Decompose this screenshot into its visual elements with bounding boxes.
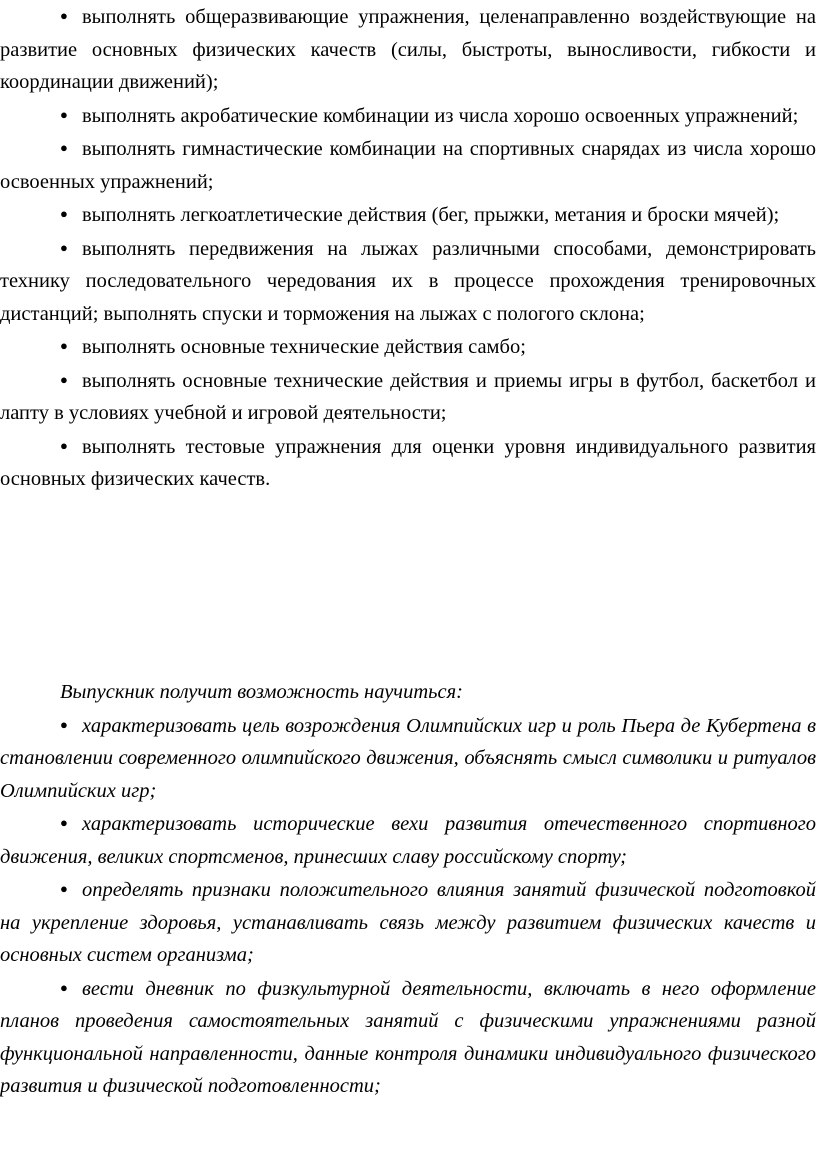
bullet-icon: ●: [60, 979, 68, 995]
bullet-icon: ●: [60, 371, 68, 387]
skills-list: [0, 0, 816, 496]
list-item: ● характеризовать цель возрождения Олимпийских игр и роль Пьера де Кубертена в становлении современного олимпийского движения, объяснять смысл символики и ритуалов Олимпийских игр;: [0, 709, 816, 808]
bullet-icon: ●: [60, 206, 68, 221]
bullet-icon: ●: [60, 437, 68, 453]
list-item: ● выполнять гимнастические комбинации на спортивных снарядах из числа хорошо освоенных упражнений;: [0, 132, 816, 198]
bullet-icon: ●: [60, 106, 68, 122]
list-item: ● выполнять основные технические действия и приемы игры в футбол, баскетбол и лапту в условиях учебной и игровой деятельности;: [0, 364, 816, 430]
list-item: ● выполнять передвижения на лыжах различными способами, демонстрировать технику последовательного чередования их в процессе прохождения тренировочных дистанций; выполнять спуски и торможения на лыжах с пологого склона;: [0, 232, 816, 331]
list-item: ● выполнять общеразвивающие упражнения, целенаправленно воздействующие на развитие основных физических качеств (силы, быстроты, выносливости, гибкости и координации движений);: [0, 0, 816, 99]
bullet-icon: ●: [60, 239, 68, 255]
bullet-icon: ●: [60, 815, 68, 830]
list-item: ● определять признаки положительного влияния занятий физической подготовкой на укрепление здоровья, устанавливать связь между развитием физических качеств и основных систем организма;: [0, 873, 816, 972]
bullet-icon: ●: [60, 140, 68, 155]
list-item: ● характеризовать исторические вехи развития отечественного спортивного движения, великих спортсменов, принесших славу российскому спорту;: [0, 807, 816, 873]
section-heading: Выпускник получит возможность научиться:: [60, 681, 463, 703]
list-item: ● выполнять основные технические действия самбо;: [0, 330, 816, 364]
opportunities-section: [0, 676, 816, 1103]
list-item: ● выполнять тестовые упражнения для оценки уровня индивидуального развития основных физических качеств.: [0, 430, 816, 496]
list-item: ● вести дневник по физкультурной деятельности, включать в него оформление планов проведения самостоятельных занятий с физическими упражнениями разной функциональной направленности, данные контроля динамики индивидуального физического развития и физической подготовленности;: [0, 972, 816, 1103]
bullet-icon: ●: [60, 338, 68, 353]
bullet-icon: ●: [60, 881, 68, 896]
bullet-icon: ●: [60, 716, 68, 732]
list-item: ● выполнять акробатические комбинации из числа хорошо освоенных упражнений;: [0, 99, 816, 133]
list-item: ● выполнять легкоатлетические действия (бег, прыжки, метания и броски мячей);: [0, 198, 816, 232]
bullet-icon: ●: [60, 8, 68, 23]
